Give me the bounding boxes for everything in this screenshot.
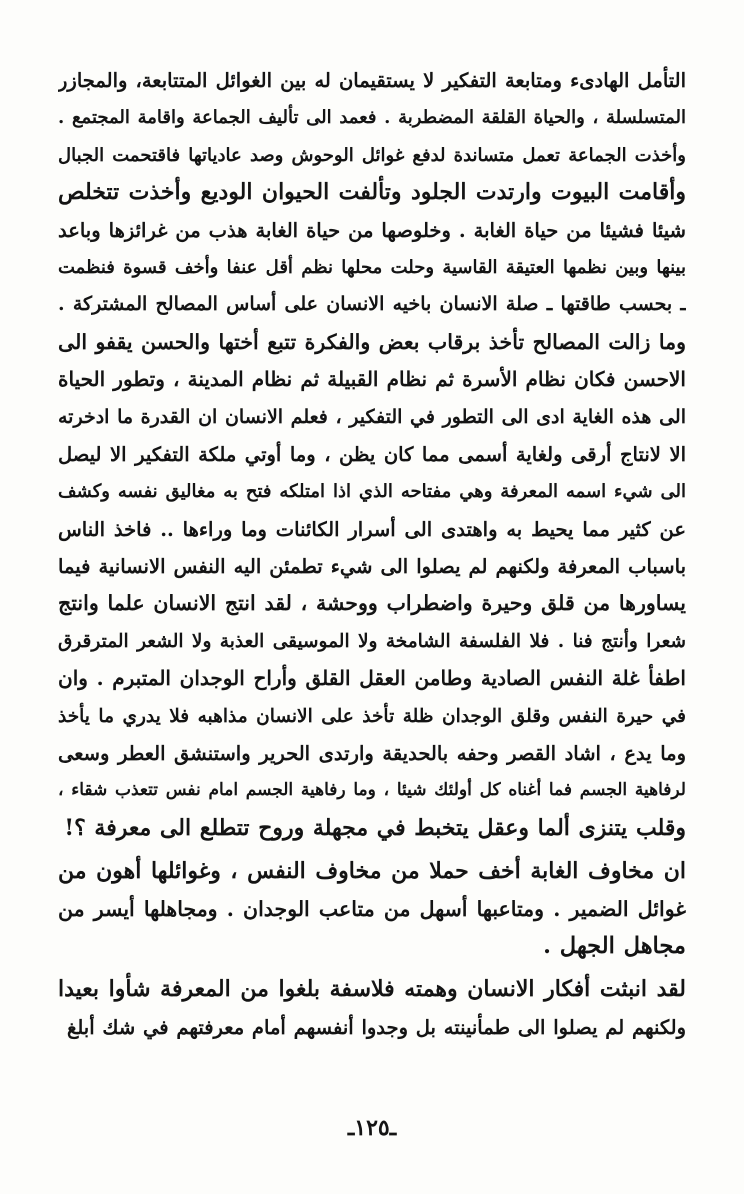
text-line: لرفاهية الجسم فما أغناه كل أولئك شيئا ، وما رفاهية الجسم امام نفس تتعذب شقاء ، [58, 780, 686, 801]
text-line: اطفأ غلة النفس الصادية وطامن العقل القلق وأراح الوجدان المتبرم . وان [58, 666, 686, 691]
text-line: التأمل الهادىء ومتابعة التفكير لا يستقيمان له بين الغوائل المتتابعة، والمجازر [58, 69, 686, 92]
text-line: لقد انبثت أفكار الانسان وهمته فلاسفة بلغوا من المعرفة شأوا بعيدا [58, 976, 686, 1003]
text-line: في حيرة النفس وقلق الوجدان ظلة تأخذ على الانسان مذاهبه فلا يدري ما يأخذ [58, 705, 686, 727]
paragraph [58, 971, 686, 1046]
paragraph [58, 62, 686, 847]
text-line: وما زالت المصالح تأخذ برقاب بعض والفكرة تتبع أختها والحسن يقفو الى [58, 329, 686, 354]
text-line: الا لانتاج أرقى ولغاية أسمى مما كان يظن ، وما أوتي ملكة التفكير الا ليصل [58, 442, 686, 466]
text-line: عن كثير مما يحيط به واهتدى الى أسرار الكائنات وما وراءها .. فاخذ الناس [58, 517, 686, 541]
text-line: شعرا وأنتج فنا . فلا الفلسفة الشامخة ولا الموسيقى العذبة ولا الشعر المترقرق [58, 630, 686, 652]
text-line: الاحسن فكان نظام الأسرة ثم نظام القبيلة ثم نظام المدينة ، وتطور الحياة [58, 367, 686, 392]
text-line: ولكنهم لم يصلوا الى طمأنينته بل وجدوا أنفسهم أمام معرفتهم في شك أبلغ [66, 1015, 686, 1039]
text-line: يساورها من قلق وحيرة واضطراب ووحشة ، لقد انتج الانسان علما وانتج [58, 591, 686, 616]
text-line: مجاهل الجهل . [543, 932, 686, 959]
text-line: بينها وبين نظمها العتيقة القاسية وحلت محلها نظم أقل عنفا وأخف قسوة فنظمت [58, 256, 686, 278]
text-line: الى هذه الغاية ادى الى التطور في التفكير ، فعلم الانسان ان القدرة ما ادخرته [58, 405, 686, 428]
paragraph [58, 853, 686, 965]
body-text [58, 62, 686, 1046]
text-line: وما يدع ، اشاد القصر وحفه بالحديقة وارتدى الحرير واستنشق العطر وسعى [58, 742, 686, 766]
text-line: شيئا فشيئا من حياة الغابة . وخلوصها من حياة الغابة هذب من غرائزها وباعد [58, 218, 686, 242]
text-line: المتسلسلة ، والحياة القلقة المضطربة . فعمد الى تأليف الجماعة واقامة المجتمع . [58, 107, 686, 129]
text-line: باسباب المعرفة ولكنهم لم يصلوا الى شيء تطمئن اليه النفس الانسانية فيما [58, 555, 686, 579]
text-line: الى شيء اسمه المعرفة وهي مفتاحه الذي اذا امتلكه فتح به مغاليق نفسه وكشف [58, 481, 686, 503]
text-line: وأقامت البيوت وارتدت الجلود وتألفت الحيوان الوديع وأخذت تتخلص [58, 179, 686, 206]
text-line: ان مخاوف الغابة أخف حملا من مخاوف النفس ، وغوائلها أهون من [58, 858, 686, 885]
page-number: ـ١٢٥ـ [347, 1115, 397, 1141]
text-line: غوائل الضمير . ومتاعبها أسهل من متاعب الوجدان . ومجاهلها أيسر من [58, 896, 686, 921]
text-line: ـ بحسب طاقتها ـ صلة الانسان باخيه الانسان على أساس المصالح المشتركة . [58, 293, 686, 316]
text-line: وأخذت الجماعة تعمل متساندة لدفع غوائل الوحوش وصد عادياتها فاقتحمت الجبال [58, 144, 686, 166]
text-line: وقلب يتنزى ألما وعقل يتخبط في مجهلة وروح تتطلع الى معرفة ؟! [64, 814, 686, 841]
